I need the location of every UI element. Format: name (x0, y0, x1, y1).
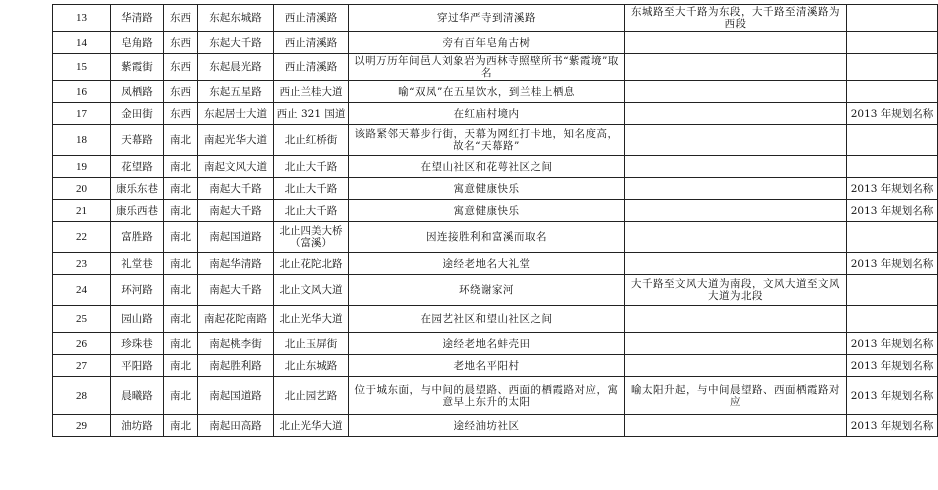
row-number: 23 (53, 253, 111, 275)
row-number: 15 (53, 54, 111, 81)
remark (847, 32, 938, 54)
remark (847, 275, 938, 306)
road-name: 晨曦路 (111, 377, 164, 415)
road-start: 南起田高路 (198, 415, 274, 437)
road-end: 北止东城路 (274, 355, 349, 377)
road-end: 西止兰桂大道 (274, 81, 349, 103)
road-segment (625, 222, 847, 253)
road-end: 北止四美大桥（富溪） (274, 222, 349, 253)
row-number: 24 (53, 275, 111, 306)
remark: 2013 年规划名称 (847, 253, 938, 275)
name-meaning: 在望山社区和花萼社区之间 (349, 156, 625, 178)
road-name: 油坊路 (111, 415, 164, 437)
road-start: 南起文风大道 (198, 156, 274, 178)
road-end: 北止光华大道 (274, 415, 349, 437)
road-direction: 南北 (164, 200, 198, 222)
remark: 2013 年规划名称 (847, 415, 938, 437)
name-meaning: 老地名平阳村 (349, 355, 625, 377)
table-row (53, 306, 938, 333)
road-segment (625, 54, 847, 81)
road-segment (625, 32, 847, 54)
road-direction: 南北 (164, 333, 198, 355)
table-row (53, 125, 938, 156)
remark (847, 156, 938, 178)
road-segment: 东城路至大千路为东段，大千路至清溪路为西段 (625, 5, 847, 32)
road-direction: 东西 (164, 5, 198, 32)
road-direction: 南北 (164, 377, 198, 415)
remark (847, 5, 938, 32)
remark: 2013 年规划名称 (847, 333, 938, 355)
name-meaning: 该路紧邻天幕步行街，天幕为网红打卡地，知名度高，故名“天幕路” (349, 125, 625, 156)
road-start: 南起花陀南路 (198, 306, 274, 333)
name-meaning: 寓意健康快乐 (349, 200, 625, 222)
road-name: 礼堂巷 (111, 253, 164, 275)
road-end: 北止光华大道 (274, 306, 349, 333)
road-end: 北止花陀北路 (274, 253, 349, 275)
name-meaning: 因连接胜利和富溪而取名 (349, 222, 625, 253)
road-segment (625, 178, 847, 200)
road-start: 南起光华大道 (198, 125, 274, 156)
remark: 2013 年规划名称 (847, 103, 938, 125)
road-start: 南起大千路 (198, 178, 274, 200)
road-direction: 南北 (164, 253, 198, 275)
road-segment (625, 81, 847, 103)
name-meaning: 在红庙村境内 (349, 103, 625, 125)
table-row (53, 222, 938, 253)
road-naming-table (52, 4, 938, 437)
road-direction: 南北 (164, 306, 198, 333)
road-direction: 南北 (164, 275, 198, 306)
remark (847, 125, 938, 156)
road-end: 北止玉屏街 (274, 333, 349, 355)
road-name: 凤栖路 (111, 81, 164, 103)
table-row (53, 333, 938, 355)
name-meaning: 在园艺社区和望山社区之间 (349, 306, 625, 333)
road-end: 北止大千路 (274, 156, 349, 178)
name-meaning: 以明万历年间邑人刘象岩为西林寺照壁所书“紫霞境”取名 (349, 54, 625, 81)
name-meaning: 穿过华严寺到清溪路 (349, 5, 625, 32)
road-segment: 大千路至文风大道为南段，文风大道至文风大道为北段 (625, 275, 847, 306)
row-number: 28 (53, 377, 111, 415)
road-end: 西止 321 国道 (274, 103, 349, 125)
road-direction: 南北 (164, 415, 198, 437)
table-row (53, 156, 938, 178)
row-number: 21 (53, 200, 111, 222)
road-segment (625, 200, 847, 222)
table-row (53, 253, 938, 275)
road-start: 南起华清路 (198, 253, 274, 275)
road-end: 西止清溪路 (274, 5, 349, 32)
road-start: 东起居士大道 (198, 103, 274, 125)
row-number: 16 (53, 81, 111, 103)
row-number: 22 (53, 222, 111, 253)
road-name: 康乐西巷 (111, 200, 164, 222)
road-start: 南起国道路 (198, 377, 274, 415)
road-end: 北止园艺路 (274, 377, 349, 415)
remark (847, 306, 938, 333)
road-end: 西止清溪路 (274, 54, 349, 81)
table-row (53, 377, 938, 415)
row-number: 14 (53, 32, 111, 54)
road-start: 东起东城路 (198, 5, 274, 32)
road-direction: 南北 (164, 222, 198, 253)
remark: 2013 年规划名称 (847, 200, 938, 222)
name-meaning: 途经油坊社区 (349, 415, 625, 437)
road-name: 花望路 (111, 156, 164, 178)
road-direction: 东西 (164, 54, 198, 81)
table-row (53, 275, 938, 306)
road-start: 东起五星路 (198, 81, 274, 103)
name-meaning: 环绕谢家河 (349, 275, 625, 306)
road-name: 平阳路 (111, 355, 164, 377)
road-start: 东起大千路 (198, 32, 274, 54)
table-row (53, 200, 938, 222)
road-start: 南起大千路 (198, 275, 274, 306)
road-start: 南起桃李街 (198, 333, 274, 355)
row-number: 26 (53, 333, 111, 355)
road-end: 北止大千路 (274, 200, 349, 222)
row-number: 18 (53, 125, 111, 156)
remark: 2013 年规划名称 (847, 377, 938, 415)
road-name: 皂角路 (111, 32, 164, 54)
table-row (53, 415, 938, 437)
table-row (53, 32, 938, 54)
road-direction: 南北 (164, 355, 198, 377)
table-row (53, 81, 938, 103)
name-meaning: 寓意健康快乐 (349, 178, 625, 200)
road-name: 富胜路 (111, 222, 164, 253)
name-meaning: 途经老地名大礼堂 (349, 253, 625, 275)
row-number: 25 (53, 306, 111, 333)
road-end: 北止红桥街 (274, 125, 349, 156)
road-name: 华清路 (111, 5, 164, 32)
name-meaning: 途经老地名蚌壳田 (349, 333, 625, 355)
row-number: 19 (53, 156, 111, 178)
row-number: 20 (53, 178, 111, 200)
road-direction: 东西 (164, 81, 198, 103)
road-segment: 喻太阳升起，与中间晨望路、西面栖霞路对应 (625, 377, 847, 415)
road-end: 西止清溪路 (274, 32, 349, 54)
road-name: 金田街 (111, 103, 164, 125)
road-start: 南起胜利路 (198, 355, 274, 377)
row-number: 13 (53, 5, 111, 32)
name-meaning: 旁有百年皂角古树 (349, 32, 625, 54)
road-segment (625, 306, 847, 333)
road-direction: 东西 (164, 32, 198, 54)
remark (847, 54, 938, 81)
road-name: 珍珠巷 (111, 333, 164, 355)
road-direction: 东西 (164, 103, 198, 125)
row-number: 27 (53, 355, 111, 377)
remark (847, 222, 938, 253)
table-row (53, 103, 938, 125)
road-segment (625, 103, 847, 125)
road-end: 北止文风大道 (274, 275, 349, 306)
road-name: 园山路 (111, 306, 164, 333)
name-meaning: 位于城东面，与中间的晨望路、西面的栖霞路对应，寓意早上东升的太阳 (349, 377, 625, 415)
road-name: 紫霞街 (111, 54, 164, 81)
road-segment (625, 333, 847, 355)
table-row (53, 178, 938, 200)
road-start: 南起大千路 (198, 200, 274, 222)
road-start: 东起晨光路 (198, 54, 274, 81)
road-name: 康乐东巷 (111, 178, 164, 200)
table-row (53, 5, 938, 32)
remark: 2013 年规划名称 (847, 178, 938, 200)
road-segment (625, 355, 847, 377)
road-segment (625, 415, 847, 437)
road-name: 天幕路 (111, 125, 164, 156)
road-direction: 南北 (164, 156, 198, 178)
remark: 2013 年规划名称 (847, 355, 938, 377)
road-direction: 南北 (164, 178, 198, 200)
road-name: 环河路 (111, 275, 164, 306)
road-end: 北止大千路 (274, 178, 349, 200)
road-start: 南起国道路 (198, 222, 274, 253)
road-segment (625, 125, 847, 156)
remark (847, 81, 938, 103)
row-number: 17 (53, 103, 111, 125)
road-direction: 南北 (164, 125, 198, 156)
row-number: 29 (53, 415, 111, 437)
road-segment (625, 156, 847, 178)
road-segment (625, 253, 847, 275)
table-row (53, 355, 938, 377)
table-row (53, 54, 938, 81)
name-meaning: 喻“双凤”在五星饮水，到兰桂上栖息 (349, 81, 625, 103)
